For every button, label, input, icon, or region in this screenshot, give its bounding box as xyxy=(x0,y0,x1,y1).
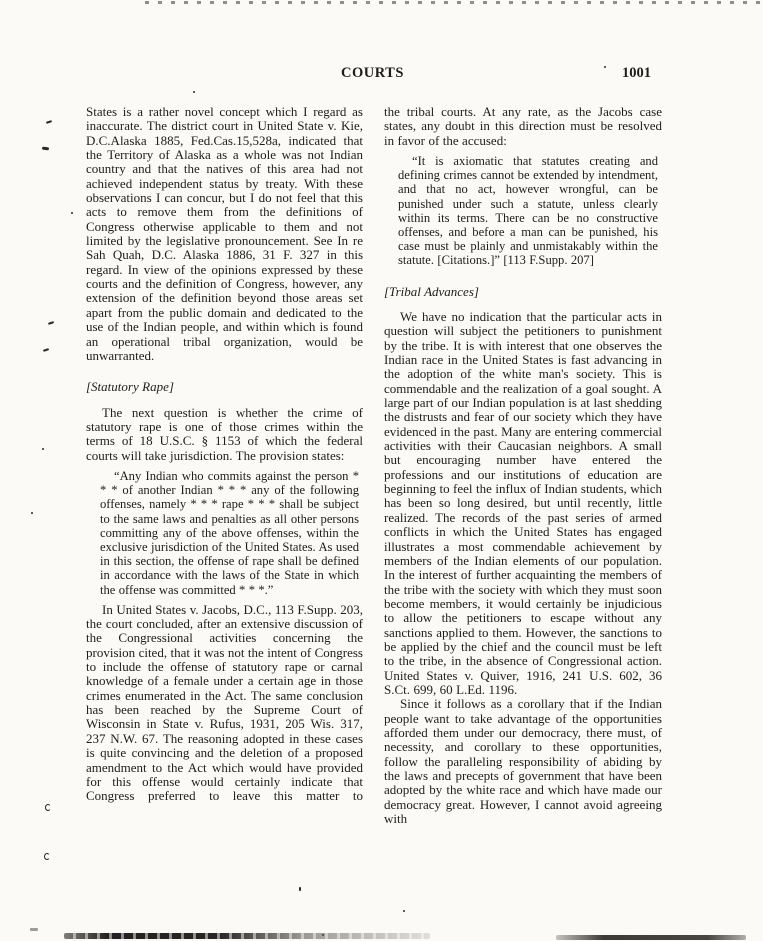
right-column xyxy=(384,105,662,826)
scan-speck xyxy=(71,212,73,214)
page-number: 1001 xyxy=(622,65,651,81)
statute-quote-block: “Any Indian who commits against the person * * * of another Indian * * * any of the following offenses, namely * * * rape * * * shall be subject to the same laws and penalties as all other persons committing any of the above offenses, within the exclusive jurisdiction of the United States. As used in this section, the offense of rape shall be defined in accordance with the laws of the State in which the offense was committed * * *.” xyxy=(100,468,359,597)
scan-speck xyxy=(45,804,51,811)
scan-speck xyxy=(604,66,606,68)
scan-speck xyxy=(403,910,405,912)
bottom-scan-artifact-tick xyxy=(30,928,38,931)
jacobs-quote-block: “It is axiomatic that statutes creating and defining crimes cannot be extended by intendment, and that no act, however wrongful, can be punished under such a statute, unless clearly within its terms. There can be no constructive offenses, and before a man can be punished, his case must be plainly and unmistakably within the statute. [Citations.]” [113 F.Supp. 207] xyxy=(398,154,658,268)
scan-speck xyxy=(42,147,49,151)
paragraph: We have no indication that the particular acts in question will subject the petitioners to punishment by the tribe. It is with interest that one observes the Indian race in the United States is fast advancing in the adoption of the white man's society. This is commendable and the realization of a goal sought. A large part of our Indian population is at last shedding the distrusts and fear of our society which they have evidenced in the past. Many are entering commercial activities with their Caucasian neighbors. A small but encouraging number have entered the professions and our institutions of education are beginning to feel the influx of Indian students, which has been so long desired, but until recently, little realized. The records of the past series of armed conflicts in which the United States has engaged illustrates a most commendable achievement by members of the Indian elements of our population. In the interest of further acquainting the members of the tribe with the society with which they must soon become members, it would certainly be injudicious to allow the petitioners to escape without any sanctions applied to them. However, the sanctions to be applied by the chief and the council must be left to the tribe, in the absence of Congressional action. United States v. Quiver, 1916, 241 U.S. 602, 36 S.Ct. 699, 60 L.Ed. 1196. xyxy=(384,309,662,697)
running-header xyxy=(0,65,763,83)
scan-speck xyxy=(43,348,49,352)
paragraph: The next question is whether the crime of statutory rape is one of those crimes within the terms of 18 U.S.C. § 1153 of which the federal courts will take jurisdiction. The provision states: xyxy=(86,404,363,463)
section-heading-statutory-rape: [Statutory Rape] xyxy=(86,379,174,395)
bottom-scan-artifact-right xyxy=(556,935,746,940)
scan-speck xyxy=(193,91,195,93)
scan-speck xyxy=(48,321,54,325)
paragraph-continuation: States is a rather novel concept which I regard as inaccurate. The district court in United State v. Kie, D.C.Alaska 1885, Fed.Cas.15,528a, indicated that the Territory of Alaska as a whole was not Indian country and that the natives of this area had not achieved independent status by treaty. With these observations I can concur, but I do not feel that this acts to remove them from the definitions of Congress otherwise applicable to them and not limited by the legislative pronouncement. See In re Sah Quah, D.C. Alaska 1886, 31 F. 327 in this regard. In view of the opinions expressed by these courts and the definition of Congress, however, any extension of the definition beyond those areas set apart from the public domain and dedicated to the use of the Indian people, and within which is found an operational tribal organization, would be unwarranted. xyxy=(86,104,363,363)
left-column xyxy=(86,105,363,804)
paragraph-continuation: the tribal courts. At any rate, as the Jacobs case states, any doubt in this direction must be resolved in favor of the accused: xyxy=(384,104,662,148)
scan-speck xyxy=(46,120,52,124)
paragraph: Since it follows as a corollary that if the Indian people want to take advantage of the opportunities afforded them under our democracy, there must, of necessity, and corollary to these opportunities, follow the paralleling responsibility of abiding by the laws and precepts of government that have been adopted by the white race and which have made our democracy great. However, I cannot avoid agreeing with xyxy=(384,696,662,827)
section-heading-tribal-advances: [Tribal Advances] xyxy=(384,283,479,299)
bottom-scan-artifact-left xyxy=(64,933,430,939)
scan-speck xyxy=(299,887,301,891)
paragraph: In United States v. Jacobs, D.C., 113 F.Supp. 203, the court concluded, after an extensive discussion of the Congressional activities concerning the provision cited, that it was not the intent of Congress to include the offense of statutory rape or carnal knowledge of a female under a certain age in those crimes enumerated in the Act. The same conclusion has been reached by the Supreme Court of Wisconsin in State v. Rufus, 1931, 205 Wis. 317, 237 N.W. 67. The reasoning adopted in these cases is quite convincing and the deletion of a proposed amendment to the Act which would have provided for this offense would certainly indicate that Congress preferred to leave this matter to xyxy=(86,601,363,804)
scan-speck xyxy=(31,512,33,514)
running-head-title: COURTS xyxy=(341,65,404,81)
top-dotted-edge-artifact xyxy=(145,1,763,4)
scan-speck xyxy=(44,853,50,860)
scan-speck xyxy=(42,448,44,450)
